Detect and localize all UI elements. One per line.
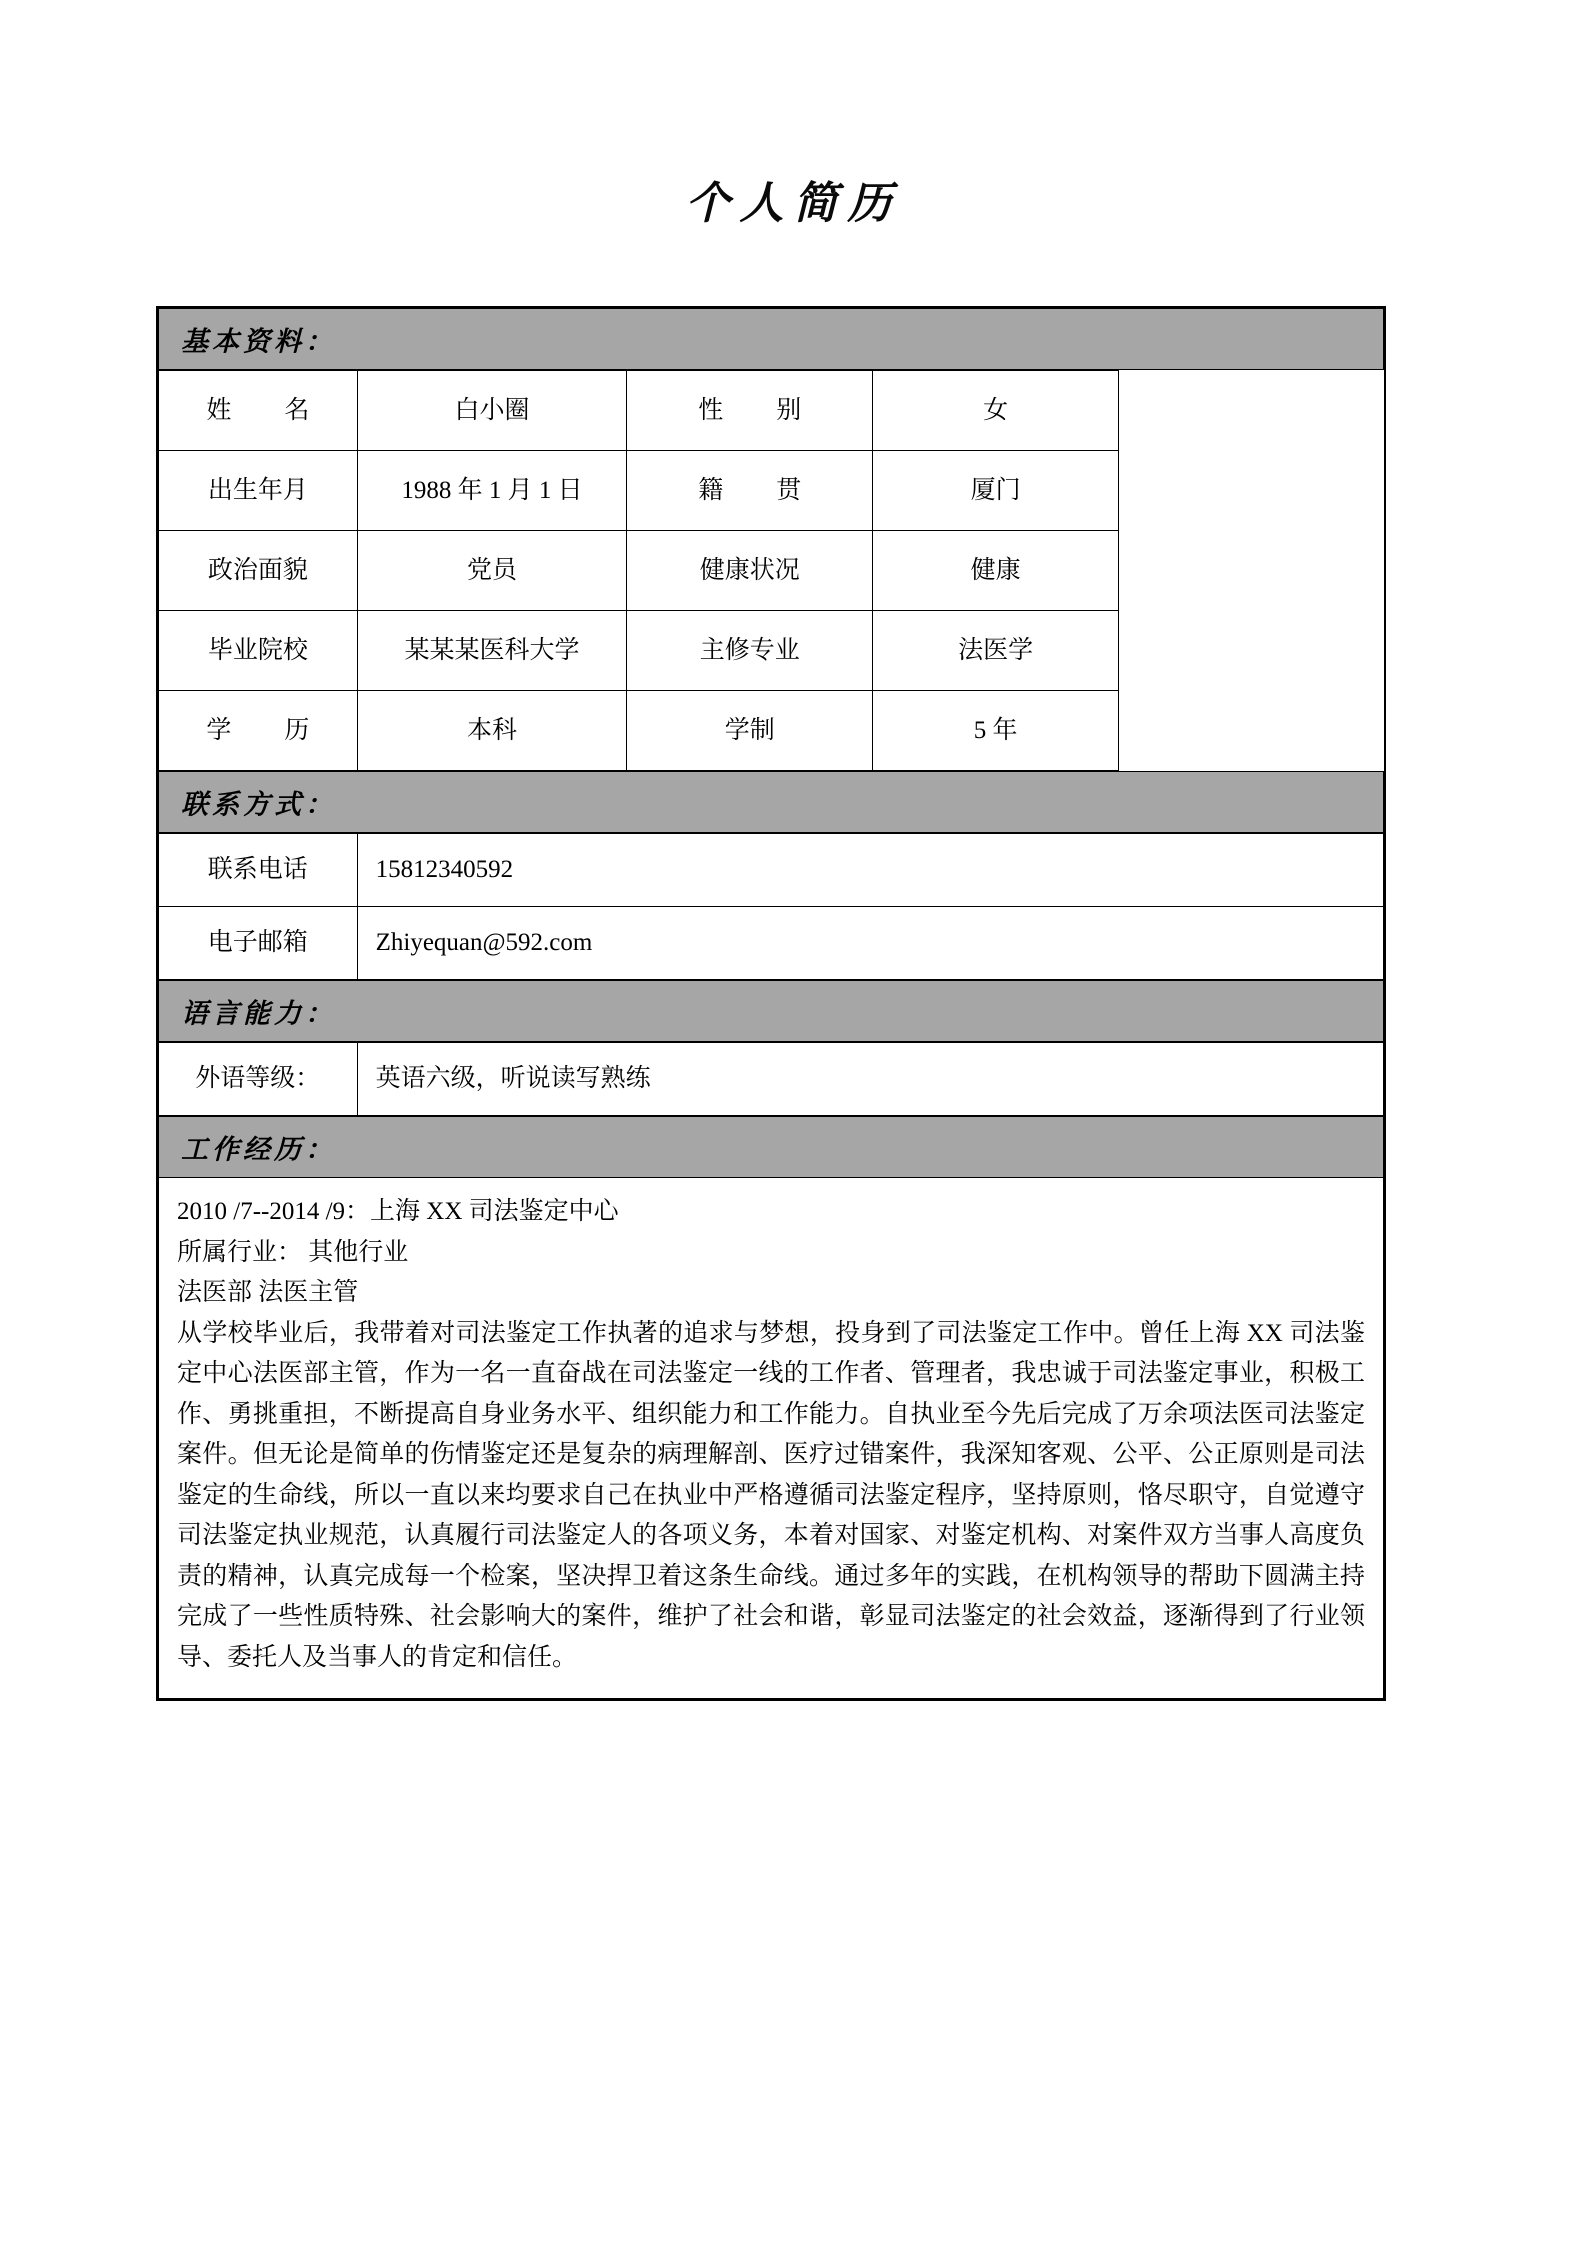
photo-placeholder	[1119, 371, 1384, 451]
basic-label-origin: 籍 贯	[627, 451, 873, 531]
page-title: 个人简历	[685, 178, 902, 229]
work-experience-body	[158, 1178, 1384, 1699]
table-row	[159, 834, 1384, 907]
table-row	[159, 531, 1385, 611]
section-header-basic-info-label: 基本资料：	[181, 326, 336, 358]
table-row	[159, 907, 1384, 980]
work-department-title: 法医部 法医主管	[177, 1279, 359, 1306]
basic-value-origin: 厦门	[873, 451, 1119, 531]
contact-label-phone: 联系电话	[159, 834, 358, 907]
table-row	[159, 371, 1385, 451]
section-header-basic-info	[158, 308, 1384, 370]
basic-value-school: 某某某医科大学	[357, 611, 627, 691]
photo-placeholder-cell	[1119, 451, 1384, 531]
contact-table	[158, 833, 1384, 980]
table-row	[159, 611, 1385, 691]
basic-value-major: 法医学	[873, 611, 1119, 691]
basic-label-political: 政治面貌	[159, 531, 358, 611]
section-header-language	[158, 980, 1384, 1042]
language-value-level: 英语六级，听说读写熟练	[357, 1043, 1383, 1116]
section-header-work	[158, 1116, 1384, 1178]
language-label-level: 外语等级：	[159, 1043, 358, 1116]
basic-label-major: 主修专业	[627, 611, 873, 691]
section-header-contact-label: 联系方式：	[181, 789, 336, 821]
language-table	[158, 1042, 1384, 1116]
basic-label-school: 毕业院校	[159, 611, 358, 691]
table-row	[159, 1043, 1384, 1116]
basic-label-birth: 出生年月	[159, 451, 358, 531]
basic-value-duration: 5 年	[873, 691, 1119, 771]
basic-value-name: 白小圈	[357, 371, 627, 451]
basic-value-birth: 1988 年 1 月 1 日	[357, 451, 627, 531]
section-header-contact	[158, 771, 1384, 833]
contact-value-email: Zhiyequan@592.com	[357, 907, 1383, 980]
basic-value-degree: 本科	[357, 691, 627, 771]
basic-value-political: 党员	[357, 531, 627, 611]
photo-placeholder-cell	[1119, 531, 1384, 611]
resume-body	[156, 306, 1386, 1701]
contact-value-phone: 15812340592	[357, 834, 1383, 907]
basic-label-duration: 学制	[627, 691, 873, 771]
contact-label-email: 电子邮箱	[159, 907, 358, 980]
work-period-company: 2010 /7--2014 /9：上海 XX 司法鉴定中心	[177, 1198, 619, 1225]
section-header-work-label: 工作经历：	[181, 1134, 336, 1166]
work-industry: 所属行业： 其他行业	[177, 1238, 409, 1266]
basic-label-degree: 学 历	[159, 691, 358, 771]
basic-label-health: 健康状况	[627, 531, 873, 611]
work-description: 从学校毕业后，我带着对司法鉴定工作执著的追求与梦想，投身到了司法鉴定工作中。曾任上海 XX 司法鉴定中心法医部主管，作为一名一直奋战在司法鉴定一线的工作者、管理者，我忠诚于司法鉴定事业，积极工作、勇挑重担，不断提高自身业务水平、组织能力和工作能力。自执业至今先后完成了万余项法医司法鉴定案件。但无论是简单的伤情鉴定还是复杂的病理解剖、医疗过错案件，我深知客观、公平、公正原则是司法鉴定的生命线，所以一直以来均要求自己在执业中严格遵循司法鉴定程序，坚持原则，恪尽职守，自觉遵守司法鉴定执业规范，认真履行司法鉴定人的各项义务，本着对国家、对鉴定机构、对案件双方当事人高度负责的精神，认真完成每一个检案，坚决捍卫着这条生命线。通过多年的实践，在机构领导的帮助下圆满主持完成了一些性质特殊、社会影响大的案件，维护了社会和谐，彰显司法鉴定的社会效益，逐渐得到了行业领导、委托人及当事人的肯定和信任。	[177, 1319, 1365, 1671]
table-row	[159, 691, 1385, 771]
basic-value-health: 健康	[873, 531, 1119, 611]
basic-info-table	[158, 370, 1384, 771]
basic-label-name: 姓 名	[159, 371, 358, 451]
basic-label-gender: 性 别	[627, 371, 873, 451]
section-header-language-label: 语言能力：	[181, 998, 336, 1030]
photo-placeholder-cell	[1119, 691, 1384, 771]
table-row	[159, 451, 1385, 531]
basic-value-gender: 女	[873, 371, 1119, 451]
photo-placeholder-cell	[1119, 611, 1384, 691]
